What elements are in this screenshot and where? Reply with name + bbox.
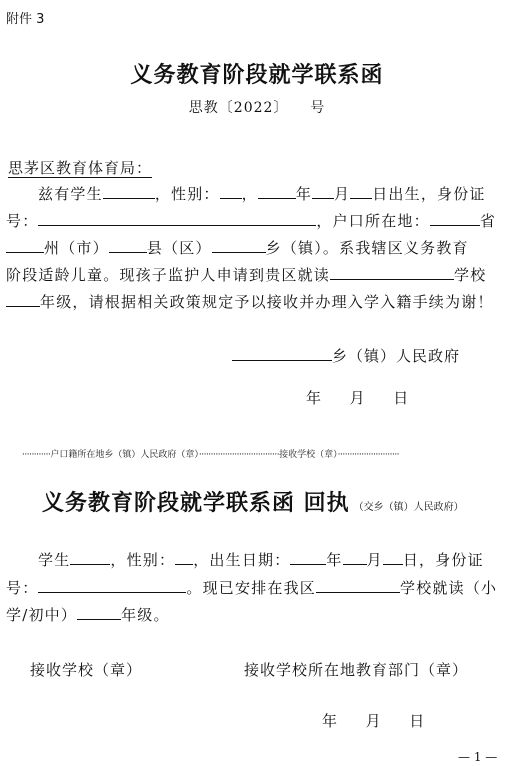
grade-blank[interactable] [6,292,40,307]
receipt-title-row [42,486,464,517]
text: 乡（镇）。系我辖区义务教育 [265,239,469,257]
id-number-blank[interactable] [38,578,186,593]
cut-line [22,447,399,460]
county-blank[interactable] [109,238,147,253]
text: 学/初中） [6,606,78,624]
text: 州（市） [44,239,109,257]
page-number: — 1 — [458,750,498,764]
text: 年级，请根据相关政策规定予以接收并办理入学入籍手续为谢！ [40,293,494,311]
text: ，户口所在地： [316,212,430,230]
text: 兹有学生 [38,185,103,203]
addressee-text: 思茅区教育体育局： [8,159,153,177]
form-title: 义务教育阶段就学联系函 [130,62,384,88]
form-line-3 [6,237,469,258]
gender-blank[interactable] [175,550,193,565]
text: 日，身份证 [402,551,484,569]
text: 乡（镇）人民政府 [332,347,461,365]
form-line-5 [6,291,494,312]
text: 号： [6,579,39,597]
text: 月 [334,185,351,203]
text: 日出生，身份证 [372,185,486,203]
form-line-4 [6,264,486,285]
school-blank[interactable] [316,578,400,593]
organization-blank[interactable] [232,346,332,361]
receipt-line-2 [6,577,497,598]
text: 学校 [454,266,487,284]
document-number: 思教〔2022〕 号 [188,100,326,116]
text: 学生 [38,551,71,569]
birth-year-blank[interactable] [258,184,296,199]
dots: ·································· [198,450,280,460]
receipt-date: 年 月 日 [322,712,425,730]
signing-date: 年 月 日 [306,389,409,407]
addressee [8,157,152,178]
text: 学校就读（小 [400,579,498,597]
dots: ·························· [337,450,400,460]
birth-month-blank[interactable] [312,184,334,199]
grade-blank[interactable] [77,605,121,620]
text: ，出生日期： [193,551,291,569]
text: 阶段适龄儿童。现孩子监护人申请到贵区就读 [6,266,331,284]
form-line-2 [6,210,496,231]
education-department-seal: 接收学校所在地教育部门（章） [244,661,469,679]
text: ，性别： [154,185,220,203]
id-number-blank[interactable] [38,211,316,226]
signing-organization [232,345,460,366]
receipt-line-1 [38,549,484,570]
province-blank[interactable] [430,211,480,226]
gender-blank[interactable] [220,184,242,199]
student-name-blank[interactable] [70,550,110,565]
text: 月 [366,551,383,569]
text: 年级。 [121,606,170,624]
text: 。现已安排在我区 [186,579,317,597]
birth-year-blank[interactable] [290,550,326,565]
student-name-blank[interactable] [103,184,155,199]
receipt-line-3 [6,604,170,625]
birth-day-blank[interactable] [350,184,372,199]
school-blank[interactable] [330,265,454,280]
birth-day-blank[interactable] [383,550,403,565]
receipt-note: （交乡（镇）人民政府） [353,502,464,513]
form-line-1 [38,183,486,204]
dots: ············ [22,450,51,460]
prefecture-blank[interactable] [6,238,44,253]
receiving-school-seal: 接收学校（章） [30,661,143,679]
cut-line-left-label: 户口籍所在地乡（镇）人民政府（章） [50,450,199,460]
text: 年 [295,185,313,203]
receipt-title: 义务教育阶段就学联系函 回执 [42,490,350,516]
text: ，性别： [110,551,176,569]
text: 县（区） [146,239,212,257]
text: ， [241,185,258,203]
cut-line-right-label: 接收学校（章） [279,450,338,460]
attachment-label: 附件 3 [6,12,45,27]
birth-month-blank[interactable] [343,550,367,565]
text: 省 [479,212,497,230]
township-blank[interactable] [212,238,266,253]
text: 年 [326,551,343,569]
text: 号： [6,212,39,230]
